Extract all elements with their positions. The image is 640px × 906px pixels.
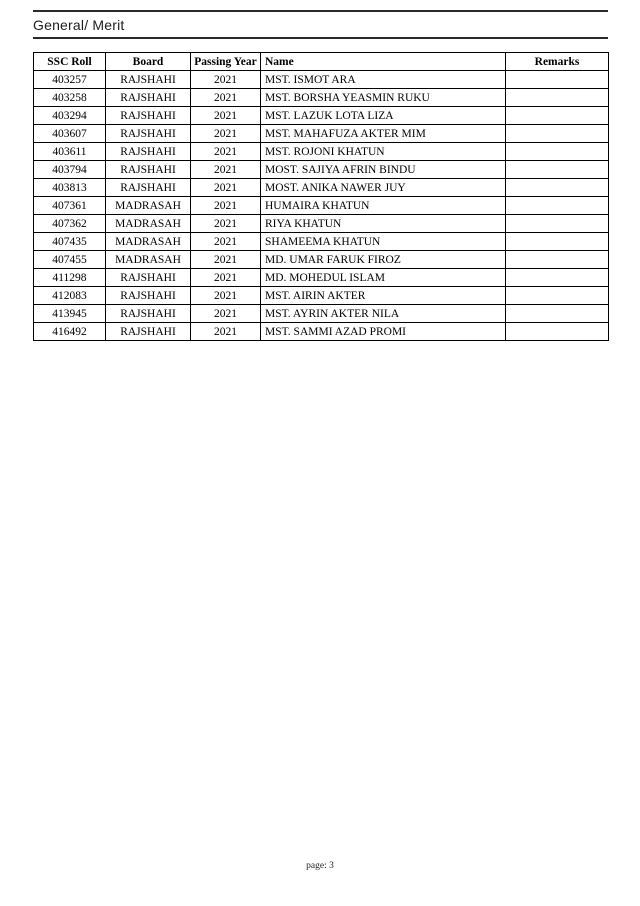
- header-ssc-roll: SSC Roll: [34, 53, 106, 71]
- name-cell: MST. AIRIN AKTER: [261, 287, 506, 305]
- remarks-cell: [506, 305, 609, 323]
- passing-year-cell: 2021: [191, 125, 261, 143]
- passing-year-cell: 2021: [191, 71, 261, 89]
- ssc-roll-cell: 413945: [34, 305, 106, 323]
- table-row: [34, 71, 609, 89]
- remarks-cell: [506, 269, 609, 287]
- name-cell: SHAMEEMA KHATUN: [261, 233, 506, 251]
- ssc-roll-cell: 403258: [34, 89, 106, 107]
- passing-year-cell: 2021: [191, 287, 261, 305]
- table-row: [34, 287, 609, 305]
- remarks-cell: [506, 161, 609, 179]
- name-cell: MST. ROJONI KHATUN: [261, 143, 506, 161]
- name-cell: MST. SAMMI AZAD PROMI: [261, 323, 506, 341]
- remarks-cell: [506, 71, 609, 89]
- name-cell: RIYA KHATUN: [261, 215, 506, 233]
- header-passing-year: Passing Year: [191, 53, 261, 71]
- passing-year-cell: 2021: [191, 269, 261, 287]
- board-cell: RAJSHAHI: [106, 71, 191, 89]
- table-row: [34, 179, 609, 197]
- name-cell: MST. LAZUK LOTA LIZA: [261, 107, 506, 125]
- table-row: [34, 107, 609, 125]
- header-name: Name: [261, 53, 506, 71]
- board-cell: RAJSHAHI: [106, 143, 191, 161]
- name-cell: MOST. ANIKA NAWER JUY: [261, 179, 506, 197]
- board-cell: RAJSHAHI: [106, 179, 191, 197]
- name-cell: MST. BORSHA YEASMIN RUKU: [261, 89, 506, 107]
- passing-year-cell: 2021: [191, 197, 261, 215]
- page-number: page: 3: [306, 861, 334, 871]
- passing-year-cell: 2021: [191, 215, 261, 233]
- header-board: Board: [106, 53, 191, 71]
- remarks-cell: [506, 233, 609, 251]
- remarks-cell: [506, 215, 609, 233]
- board-cell: RAJSHAHI: [106, 305, 191, 323]
- board-cell: MADRASAH: [106, 215, 191, 233]
- board-cell: MADRASAH: [106, 251, 191, 269]
- name-cell: MD. MOHEDUL ISLAM: [261, 269, 506, 287]
- name-cell: MD. UMAR FARUK FIROZ: [261, 251, 506, 269]
- passing-year-cell: 2021: [191, 251, 261, 269]
- header-remarks: Remarks: [506, 53, 609, 71]
- remarks-cell: [506, 89, 609, 107]
- table-row: [34, 161, 609, 179]
- ssc-roll-cell: 407362: [34, 215, 106, 233]
- name-cell: MST. MAHAFUZA AKTER MIM: [261, 125, 506, 143]
- table-row: [34, 143, 609, 161]
- remarks-cell: [506, 287, 609, 305]
- table-row: [34, 269, 609, 287]
- remarks-cell: [506, 107, 609, 125]
- board-cell: RAJSHAHI: [106, 107, 191, 125]
- table-row: [34, 89, 609, 107]
- ssc-roll-cell: 416492: [34, 323, 106, 341]
- ssc-roll-cell: 403813: [34, 179, 106, 197]
- board-cell: RAJSHAHI: [106, 269, 191, 287]
- remarks-cell: [506, 323, 609, 341]
- remarks-cell: [506, 143, 609, 161]
- name-cell: MST. AYRIN AKTER NILA: [261, 305, 506, 323]
- ssc-roll-cell: 407455: [34, 251, 106, 269]
- table-row: [34, 197, 609, 215]
- title-divider: [33, 37, 608, 39]
- board-cell: RAJSHAHI: [106, 323, 191, 341]
- remarks-cell: [506, 179, 609, 197]
- merit-list-table: [33, 52, 609, 341]
- table-row: [34, 215, 609, 233]
- ssc-roll-cell: 407435: [34, 233, 106, 251]
- ssc-roll-cell: 403294: [34, 107, 106, 125]
- table-row: [34, 125, 609, 143]
- ssc-roll-cell: 407361: [34, 197, 106, 215]
- board-cell: MADRASAH: [106, 233, 191, 251]
- remarks-cell: [506, 125, 609, 143]
- board-cell: RAJSHAHI: [106, 161, 191, 179]
- board-cell: MADRASAH: [106, 197, 191, 215]
- table-row: [34, 233, 609, 251]
- name-cell: HUMAIRA KHATUN: [261, 197, 506, 215]
- ssc-roll-cell: 403794: [34, 161, 106, 179]
- name-cell: MOST. SAJIYA AFRIN BINDU: [261, 161, 506, 179]
- remarks-cell: [506, 197, 609, 215]
- passing-year-cell: 2021: [191, 107, 261, 125]
- top-divider: [33, 10, 608, 12]
- ssc-roll-cell: 403611: [34, 143, 106, 161]
- table-header-row: [34, 53, 609, 71]
- table-row: [34, 323, 609, 341]
- table-row: [34, 251, 609, 269]
- passing-year-cell: 2021: [191, 233, 261, 251]
- passing-year-cell: 2021: [191, 143, 261, 161]
- passing-year-cell: 2021: [191, 305, 261, 323]
- name-cell: MST. ISMOT ARA: [261, 71, 506, 89]
- passing-year-cell: 2021: [191, 179, 261, 197]
- ssc-roll-cell: 411298: [34, 269, 106, 287]
- passing-year-cell: 2021: [191, 323, 261, 341]
- table-row: [34, 305, 609, 323]
- ssc-roll-cell: 403607: [34, 125, 106, 143]
- remarks-cell: [506, 251, 609, 269]
- passing-year-cell: 2021: [191, 89, 261, 107]
- board-cell: RAJSHAHI: [106, 125, 191, 143]
- ssc-roll-cell: 403257: [34, 71, 106, 89]
- passing-year-cell: 2021: [191, 161, 261, 179]
- section-title: General/ Merit: [33, 17, 125, 33]
- board-cell: RAJSHAHI: [106, 89, 191, 107]
- ssc-roll-cell: 412083: [34, 287, 106, 305]
- board-cell: RAJSHAHI: [106, 287, 191, 305]
